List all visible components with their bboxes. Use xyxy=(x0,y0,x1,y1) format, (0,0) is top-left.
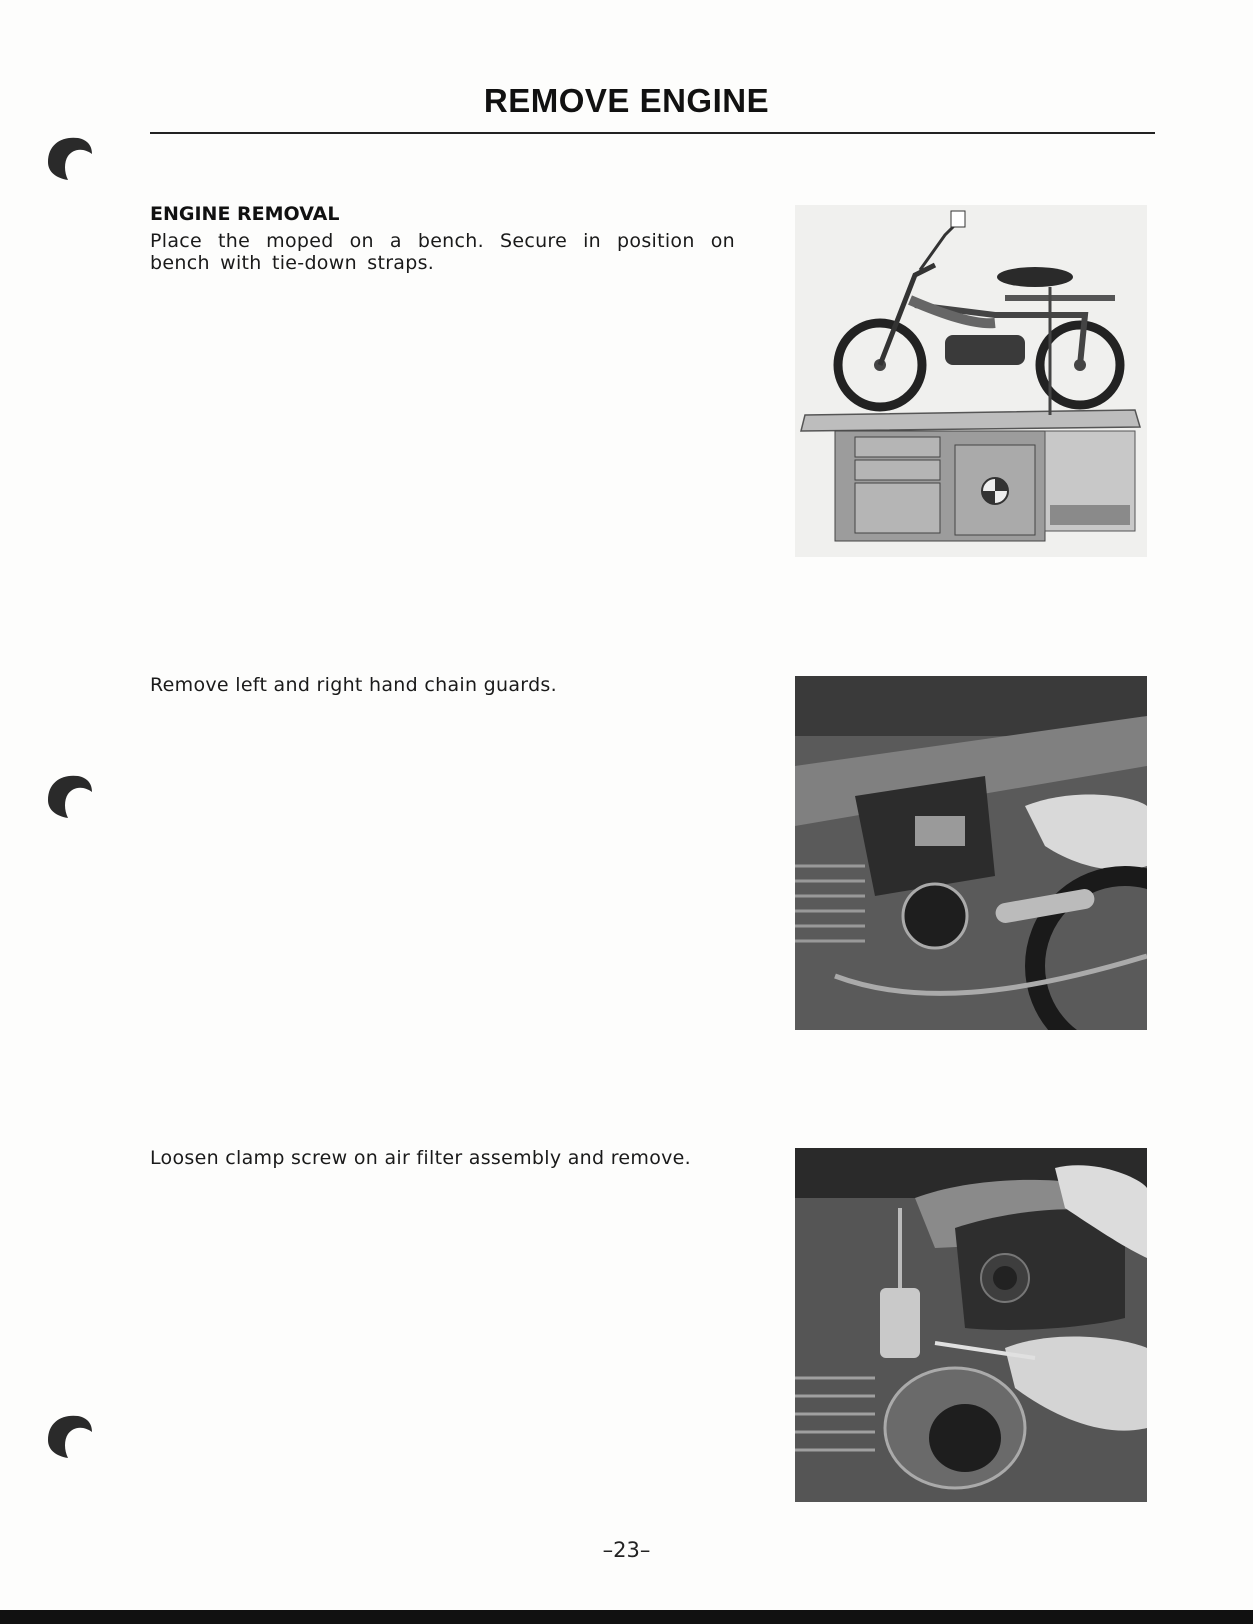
step-text: Loosen clamp screw on air filter assembly and remove. xyxy=(150,1147,692,1169)
binder-hole-icon xyxy=(44,770,94,820)
page-title: REMOVE ENGINE xyxy=(483,82,770,119)
step-text: Place the moped on a bench. Secure in position on bench with tie-down straps. xyxy=(150,230,735,274)
section-heading: ENGINE REMOVAL xyxy=(150,203,340,225)
scan-edge xyxy=(0,1610,1253,1624)
step-text: Remove left and right hand chain guards. xyxy=(150,674,557,696)
title-divider xyxy=(150,132,1155,134)
chain-guard-removal-photo xyxy=(795,676,1147,1030)
binder-hole-icon xyxy=(44,132,94,182)
air-filter-removal-photo xyxy=(795,1148,1147,1502)
binder-hole-icon xyxy=(44,1410,94,1460)
moped-on-bench-photo xyxy=(795,205,1147,557)
page-number: –23– xyxy=(602,1538,651,1562)
